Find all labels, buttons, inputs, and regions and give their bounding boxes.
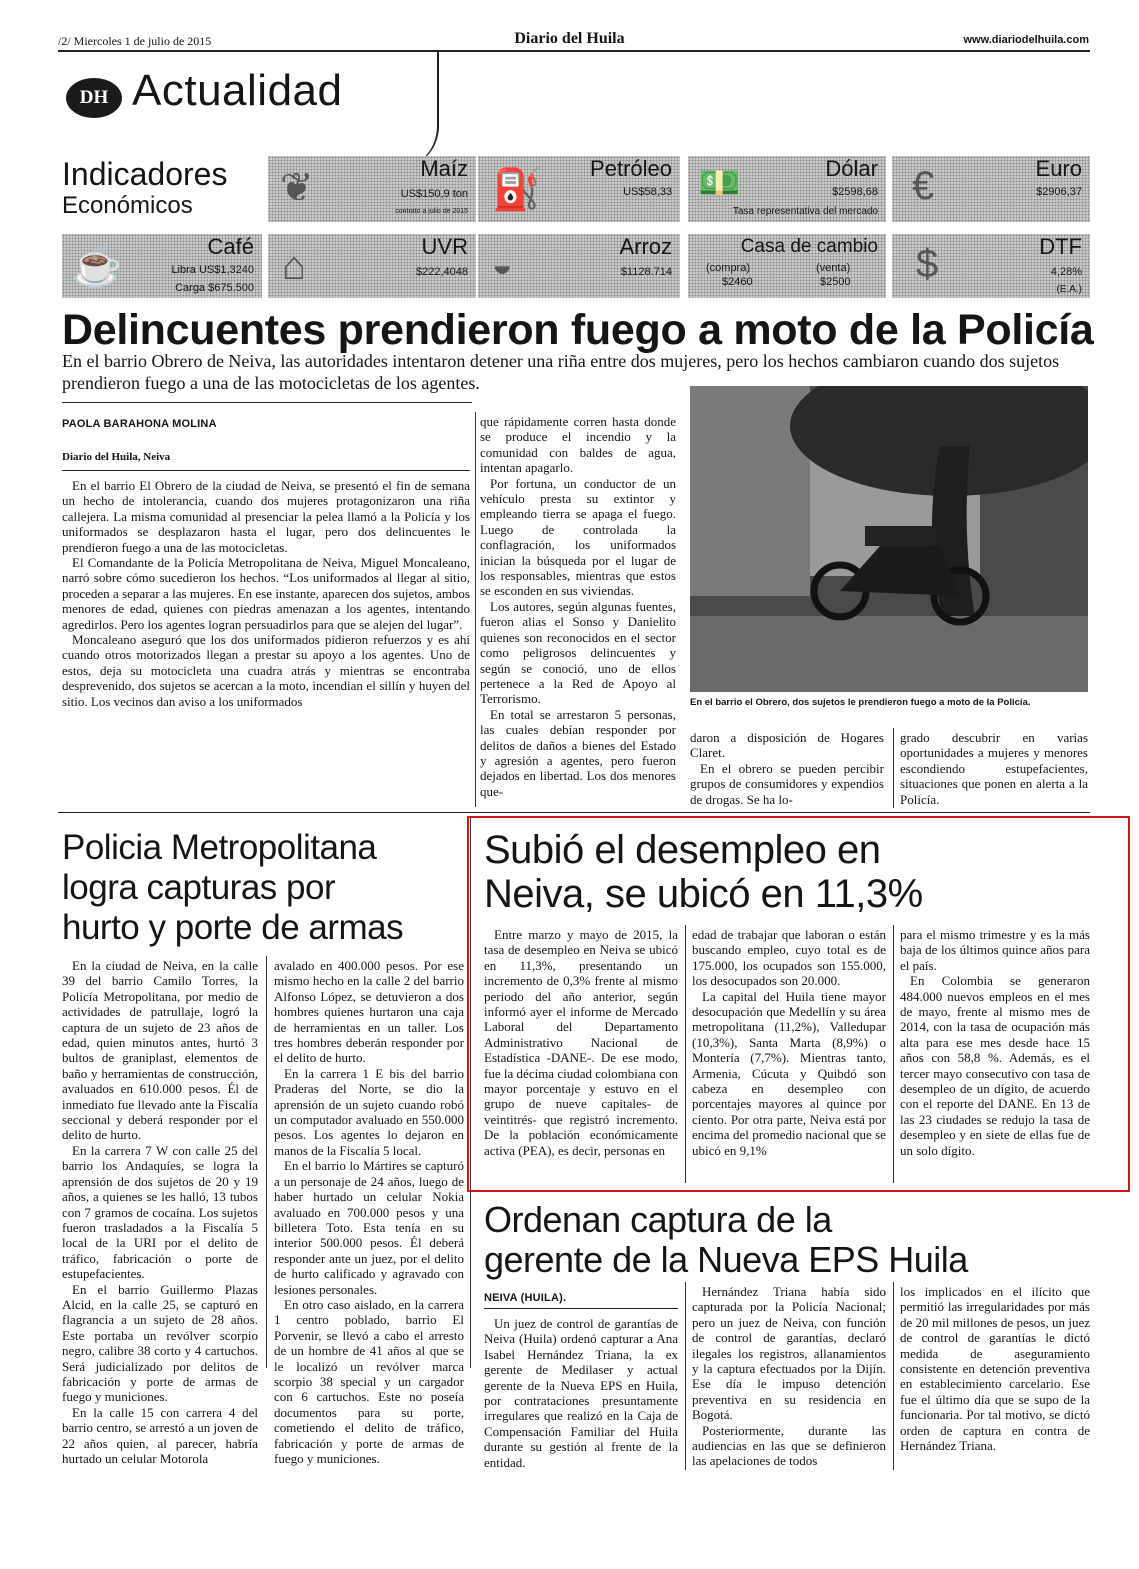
story3-headline bbox=[484, 828, 1084, 916]
decorative-curve bbox=[395, 52, 439, 170]
photo-illustration bbox=[690, 386, 1088, 692]
column-rule bbox=[475, 412, 476, 807]
indicator-cafe-name: Café bbox=[207, 234, 254, 259]
paragraph: En la carrera 1 E bis del barrio Praderas del Norte, se dio la aprensión de un sujeto cuando robó un computador avaluado en 550.000 pesos. Los agentes lo dejaron en manos de la Fiscalía 5 local. bbox=[274, 1065, 464, 1158]
coffee-cup-icon: ☕ bbox=[72, 244, 122, 288]
header-rule bbox=[58, 50, 1090, 52]
indicators-title: Indicadores bbox=[62, 156, 228, 192]
indicator-dtf bbox=[892, 234, 1090, 298]
story2-headline bbox=[62, 828, 462, 948]
indicators-subtitle: Económicos bbox=[62, 192, 193, 219]
indicator-petroleo-name: Petróleo bbox=[590, 156, 672, 181]
paragraph: Moncaleano aseguró que los dos uniformados pidieron refuerzos y es ahí cuando otros motorizados llegan a prestar su apoyo a los agentes. Uno de estos, deja su motocicleta una cuadra atrás y mientras se encontraba desprevenido, dos sujetos se acercan a la moto, incendian el sillín y huyen del sitio. Los vecinos dan aviso a los uniformados bbox=[62, 632, 470, 709]
indicator-casa-name: Casa de cambio bbox=[740, 236, 878, 257]
indicator-dtf-value: 4,28% bbox=[1050, 266, 1082, 278]
indicator-dtf-unit: (E.A.) bbox=[1056, 284, 1082, 295]
paragraph: edad de trabajar que laboran o están buscando empleo, cuyo total es de 175.000, los ocupados son 155.000, los desocupados son 20.000. bbox=[692, 927, 886, 989]
indicator-uvr-value: $222,4048 bbox=[416, 266, 468, 278]
page-date: /2/ Miercoles 1 de julio de 2015 bbox=[58, 34, 212, 48]
main-col4 bbox=[900, 730, 1088, 807]
indicator-casa-sell-value: $2500 bbox=[820, 276, 851, 288]
paragraph: Los autores, según algunas fuentes, fueron alias el Sonso y Danielito quienes son reconocidos en el sector como peligrosos delincuentes y según se conoció, uno de ellos pertenece a la Red de Apoyo al Terrorismo. bbox=[480, 598, 676, 707]
oil-barrel-icon: ⛽ bbox=[492, 168, 542, 212]
paragraph: En el barrio El Obrero de la ciudad de Neiva, se presentó el fin de semana un hecho de intolerancia, cuando dos mujeres protagonizaron una riña callejera. La misma comunidad al presenciar la pelea llamó a la Policía y los uniformados se desplazaron hasta el lugar, pero dos delincuentes le prendieron fuego a una de las motocicletas. bbox=[62, 478, 470, 555]
main-headline: Delincuentes prendieron fuego a moto de la Policía bbox=[62, 306, 1094, 354]
paragraph: En el obrero se pueden percibir grupos de consumidores y expendios de drogas. Se ha lo- bbox=[690, 760, 884, 807]
paper-name: Diario del Huila bbox=[514, 30, 625, 47]
headline-line: Neiva, se ubicó en 11,3% bbox=[484, 872, 923, 916]
paragraph: En otro caso aislado, en la carrera 1 centro poblado, barrio El Porvenir, se llevó a cabo el arresto de un hombre de 41 años al que se le localizó un revólver marca scorpio 38 special y un cargador con 6 cartuchos. Este no poseía documentos para su porte, cometiendo el delito de tráfico, fabricación y porte de armas de fuego y municiones. bbox=[274, 1296, 464, 1466]
house-icon: ⌂ bbox=[282, 244, 307, 288]
paragraph: La capital del Huila tiene mayor desocupación que Medellín y su área metropolitana (11,2%), Valledupar (10,3%), Santa Marta (8,9%) o Montería (7,7%). Mientras tanto, Armenia, Cúcuta y Quibdó son cabeza en desempleo con porcentajes mayores al quince por ciento. Por otra parte, Neiva está por encima del promedio nacional que se ubicó en 9,1% bbox=[692, 988, 886, 1158]
indicator-petroleo bbox=[478, 156, 680, 222]
paragraph: daron a disposición de Hogares Claret. bbox=[690, 730, 884, 761]
indicator-maiz-name: Maíz bbox=[420, 156, 468, 181]
story4-col2 bbox=[692, 1284, 886, 1469]
main-byline: PAOLA BARAHONA MOLINA bbox=[62, 418, 217, 430]
indicator-euro-name: Euro bbox=[1035, 156, 1082, 181]
paragraph: En Colombia se generaron 484.000 nuevos empleos en el mes de mayo, frente al mismo mes de 2014, con la tasa de ocupación más alta para ese mes desde hace 15 años con 58,8 %. Además, es el tercer mayo consecutivo con tasa de desempleo de un dígito, de acuerdo con el reporte del DANE. En 13 de las 23 ciudades se redujo la tasa de desempleo y en siete de ellas fue de un solo dígito. bbox=[900, 973, 1090, 1158]
indicator-dtf-name: DTF bbox=[1039, 234, 1082, 259]
paragraph: que rápidamente corren hasta donde se produce el incendio y la comunidad con baldes de agua, intentan apagarlo. bbox=[480, 414, 676, 476]
indicator-arroz-value: $1128.714 bbox=[620, 266, 672, 278]
indicator-dolar bbox=[688, 156, 886, 222]
main-col1 bbox=[62, 478, 470, 709]
column-rule bbox=[266, 956, 267, 1368]
rice-bowl-icon: ◒ bbox=[492, 246, 513, 284]
paragraph: En la carrera 7 W con calle 25 del barrio los Andaquíes, se logra la aprensión de dos sujetos de 20 y 19 años, a quienes se les halló, 13 tubos con 7 gramos de cocaína. Los sujetos fueron trasladados a la Fiscalía 5 local de la URI por el delito de tráfico, fabricación o porte de estupefacientes. bbox=[62, 1142, 258, 1282]
dollar-sign-icon: $ bbox=[916, 242, 939, 286]
headline-line: gerente de la Nueva EPS Huila bbox=[484, 1239, 968, 1280]
story2-col2 bbox=[274, 958, 464, 1466]
indicator-maiz-value: US$150,9 ton bbox=[400, 188, 468, 200]
byline-rule bbox=[484, 1308, 678, 1309]
column-rule bbox=[685, 925, 686, 1183]
column-rule bbox=[893, 728, 894, 808]
photo-caption: En el barrio el Obrero, dos sujetos le prendieron fuego a moto de la Policía. bbox=[690, 697, 1031, 708]
main-dateline: Diario del Huila, Neiva bbox=[62, 451, 171, 463]
column-rule bbox=[893, 925, 894, 1183]
paragraph: para el mismo trimestre y es la más baja de los últimos quince años para el país. bbox=[900, 927, 1090, 973]
euro-coin-icon: € bbox=[912, 164, 935, 208]
dateline-rule bbox=[62, 470, 470, 471]
indicator-cafe-line2: Carga $675.500 bbox=[175, 282, 254, 294]
paragraph: avalado en 400.000 pesos. Por ese mismo hecho en la calle 2 del barrio Alfonso López, se detuvieron a dos hombres quienes hurtaron una caja de herramientas en un taller. Los tres hombres deberán responder por el delito de hurto. bbox=[274, 958, 464, 1066]
headline-line: logra capturas por bbox=[62, 868, 336, 907]
indicator-maiz-note: contrato a julio de 2015 bbox=[395, 208, 468, 215]
column-rule bbox=[893, 1282, 894, 1470]
indicator-casa-cambio bbox=[688, 234, 886, 298]
paragraph: Hernández Triana había sido capturada por la Policía Nacional; pero un juez de Neiva, con función de control de garantías, declaró ilegales los registros, allanamientos y la captura efectuados por la Dijín. Ese día le impuso detención preventiva en su residencia en Bogotá. bbox=[692, 1284, 886, 1423]
indicator-casa-buy-label: (compra) bbox=[706, 262, 751, 274]
story4-headline bbox=[484, 1200, 1084, 1280]
paragraph: Posteriormente, durante las audiencias en las que se definieron las apelaciones de todos bbox=[692, 1422, 886, 1469]
deck-rule bbox=[62, 402, 472, 403]
paragraph: En la ciudad de Neiva, en la calle 39 del barrio Camilo Torres, la Policía Metropolitana, por medio de actividades de patrullaje, logró la captura de un sujeto de 23 años de edad, quien minutos antes, hurtó 3 bultos de graniplast, elementos de baño y herramientas de construcción, avaluados en 610.000 pesos. Él de inmediato fue llevado ante la Fiscalía seccional y deberá responder por el delito de hurto. bbox=[62, 958, 258, 1143]
paragraph: En la calle 15 con carrera 4 del barrio centro, se arrestó a un joven de 22 años quien, al parecer, habría hurtado un celular Motorola bbox=[62, 1404, 258, 1466]
paragraph: Por fortuna, un conductor de un vehículo presta su extintor y empleando tierra se apaga el fuego. Luego de controlada la conflagración, los uniformados inician la búsqueda por el lugar de los responsables, mientras que estos se esconden en sus viviendas. bbox=[480, 475, 676, 599]
paragraph: En el barrio Guillermo Plazas Alcid, en la calle 25, se capturó en flagrancia a un sujeto de 28 años. Este portaba un revólver scorpio negro, calibre 38 corto y 4 cartuchos. Será judicializado por delitos de fabricación y porte de armas de fuego y municiones. bbox=[62, 1281, 258, 1405]
indicator-maiz bbox=[268, 156, 476, 222]
section-title: Actualidad bbox=[132, 66, 343, 115]
main-col2 bbox=[480, 414, 676, 799]
story3-col3 bbox=[900, 927, 1090, 1158]
indicator-cafe bbox=[62, 234, 262, 298]
website-link[interactable]: www.diariodelhuila.com bbox=[963, 34, 1089, 46]
paragraph: Entre marzo y mayo de 2015, la tasa de desempleo en Neiva se ubicó en 11,3%, presentando un incremento de 0,3% frente al mismo periodo del año anterior, según informó ayer el informe de Mercado Laboral del Departamento Administrativo Nacional de Estadística -DANE-. De ese modo, fue la décima ciudad colombiana con mayor porcentaje y estuvo en el grupo de nueve capitales- de veintitrés- que registró incremento. De la población económicamente activa (PEA), es decir, personas en bbox=[484, 927, 678, 1158]
corn-icon: ❦ bbox=[280, 166, 314, 210]
paragraph: En total se arrestaron 5 personas, las cuales debían responder por delitos de daños a bienes del Estado y agresión a agentes, pero fueron dejados en libertad. Los dos menores que- bbox=[480, 706, 676, 799]
indicator-euro bbox=[892, 156, 1090, 222]
indicator-euro-value: $2906,37 bbox=[1036, 186, 1082, 198]
indicator-arroz bbox=[478, 234, 680, 298]
indicator-cafe-line1: Libra US$1,3240 bbox=[171, 264, 254, 276]
motorcycle-photo bbox=[690, 386, 1088, 692]
story3-col1 bbox=[484, 927, 678, 1158]
paragraph: los implicados en el ilícito que permitió las irregularidades por más de 20 mil millones de pesos, un juez de control de garantías le dictó medida de aseguramiento consistente en detención preventiva en establecimiento carcelario. Ese fue el último día que se supo de la funcionaria. Por tal motivo, se dictó orden de captura en contra de Hernández Triana. bbox=[900, 1284, 1090, 1454]
headline-line: Subió el desempleo en bbox=[484, 828, 881, 872]
indicator-uvr-name: UVR bbox=[421, 234, 468, 259]
indicator-dolar-name: Dólar bbox=[825, 156, 878, 181]
indicator-petroleo-value: US$58,33 bbox=[623, 186, 672, 198]
indicator-casa-sell-label: (venta) bbox=[816, 262, 851, 274]
story2-col1 bbox=[62, 958, 258, 1466]
main-deck: En el barrio Obrero de Neiva, las autoridades intentaron detener una riña entre dos mujeres, pero los hechos cambiaron cuando dos sujetos prendieron fuego a una de las motocicletas de los agentes. bbox=[62, 351, 1060, 393]
story4-col3 bbox=[900, 1284, 1090, 1453]
paragraph: El Comandante de la Policía Metropolitana de Neiva, Miguel Moncaleano, narró sobre cómo sucedieron los hechos. “Los uniformados al llegar al sitio, proceden a separar a las mujeres. En ese instante, aparecen dos sujetos, ambos menores de edad, quienes con piedras amenazan a los agentes, intentando agredirlos. Pero los agentes logran persuadirlos para que se alejen del lugar”. bbox=[62, 555, 470, 632]
indicator-dolar-note: Tasa representativa del mercado bbox=[732, 206, 878, 217]
indicator-dolar-value: $2598,68 bbox=[832, 186, 878, 198]
banknote-icon: 💵 bbox=[698, 164, 741, 202]
story3-col2 bbox=[692, 927, 886, 1158]
story4-col1 bbox=[484, 1316, 678, 1470]
headline-line: Policia Metropolitana bbox=[62, 828, 377, 867]
column-rule bbox=[685, 1282, 686, 1470]
story4-byline: NEIVA (HUILA). bbox=[484, 1292, 567, 1304]
dh-logo: DH bbox=[66, 78, 122, 118]
main-col3 bbox=[690, 730, 884, 807]
paragraph: En el barrio lo Mártires se capturó a un personaje de 24 años, luego de haber hurtado un celular Nokia avaluado en 700.000 pesos y una billetera Toto. Esta tenía en su interior 500.000 pesos. Él deberá responder ante un juez, por el delito de hurto calificado y agravado con lesiones personales. bbox=[274, 1158, 464, 1297]
indicator-uvr bbox=[268, 234, 476, 298]
headline-line: Ordenan captura de la bbox=[484, 1199, 832, 1240]
paragraph: Un juez de control de garantías de Neiva (Huila) ordenó capturar a Ana Isabel Hernández Triana, la ex gerente de Medilaser y actual gerente de la Nueva EPS en Huila, por contrataciones presuntamente irregulares que realizó en la Caja de Compensación Familiar del Huila durante su gestión al frente de la entidad. bbox=[484, 1316, 678, 1470]
headline-line: hurto y porte de armas bbox=[62, 908, 404, 947]
indicator-arroz-name: Arroz bbox=[619, 234, 672, 259]
paragraph: grado descubrir en varias oportunidades a mujeres y menores escondiendo estupefacientes, situaciones que ponen en alerta a la Policía. bbox=[900, 730, 1088, 807]
indicator-casa-buy-value: $2460 bbox=[722, 276, 753, 288]
section-rule bbox=[58, 812, 1090, 813]
